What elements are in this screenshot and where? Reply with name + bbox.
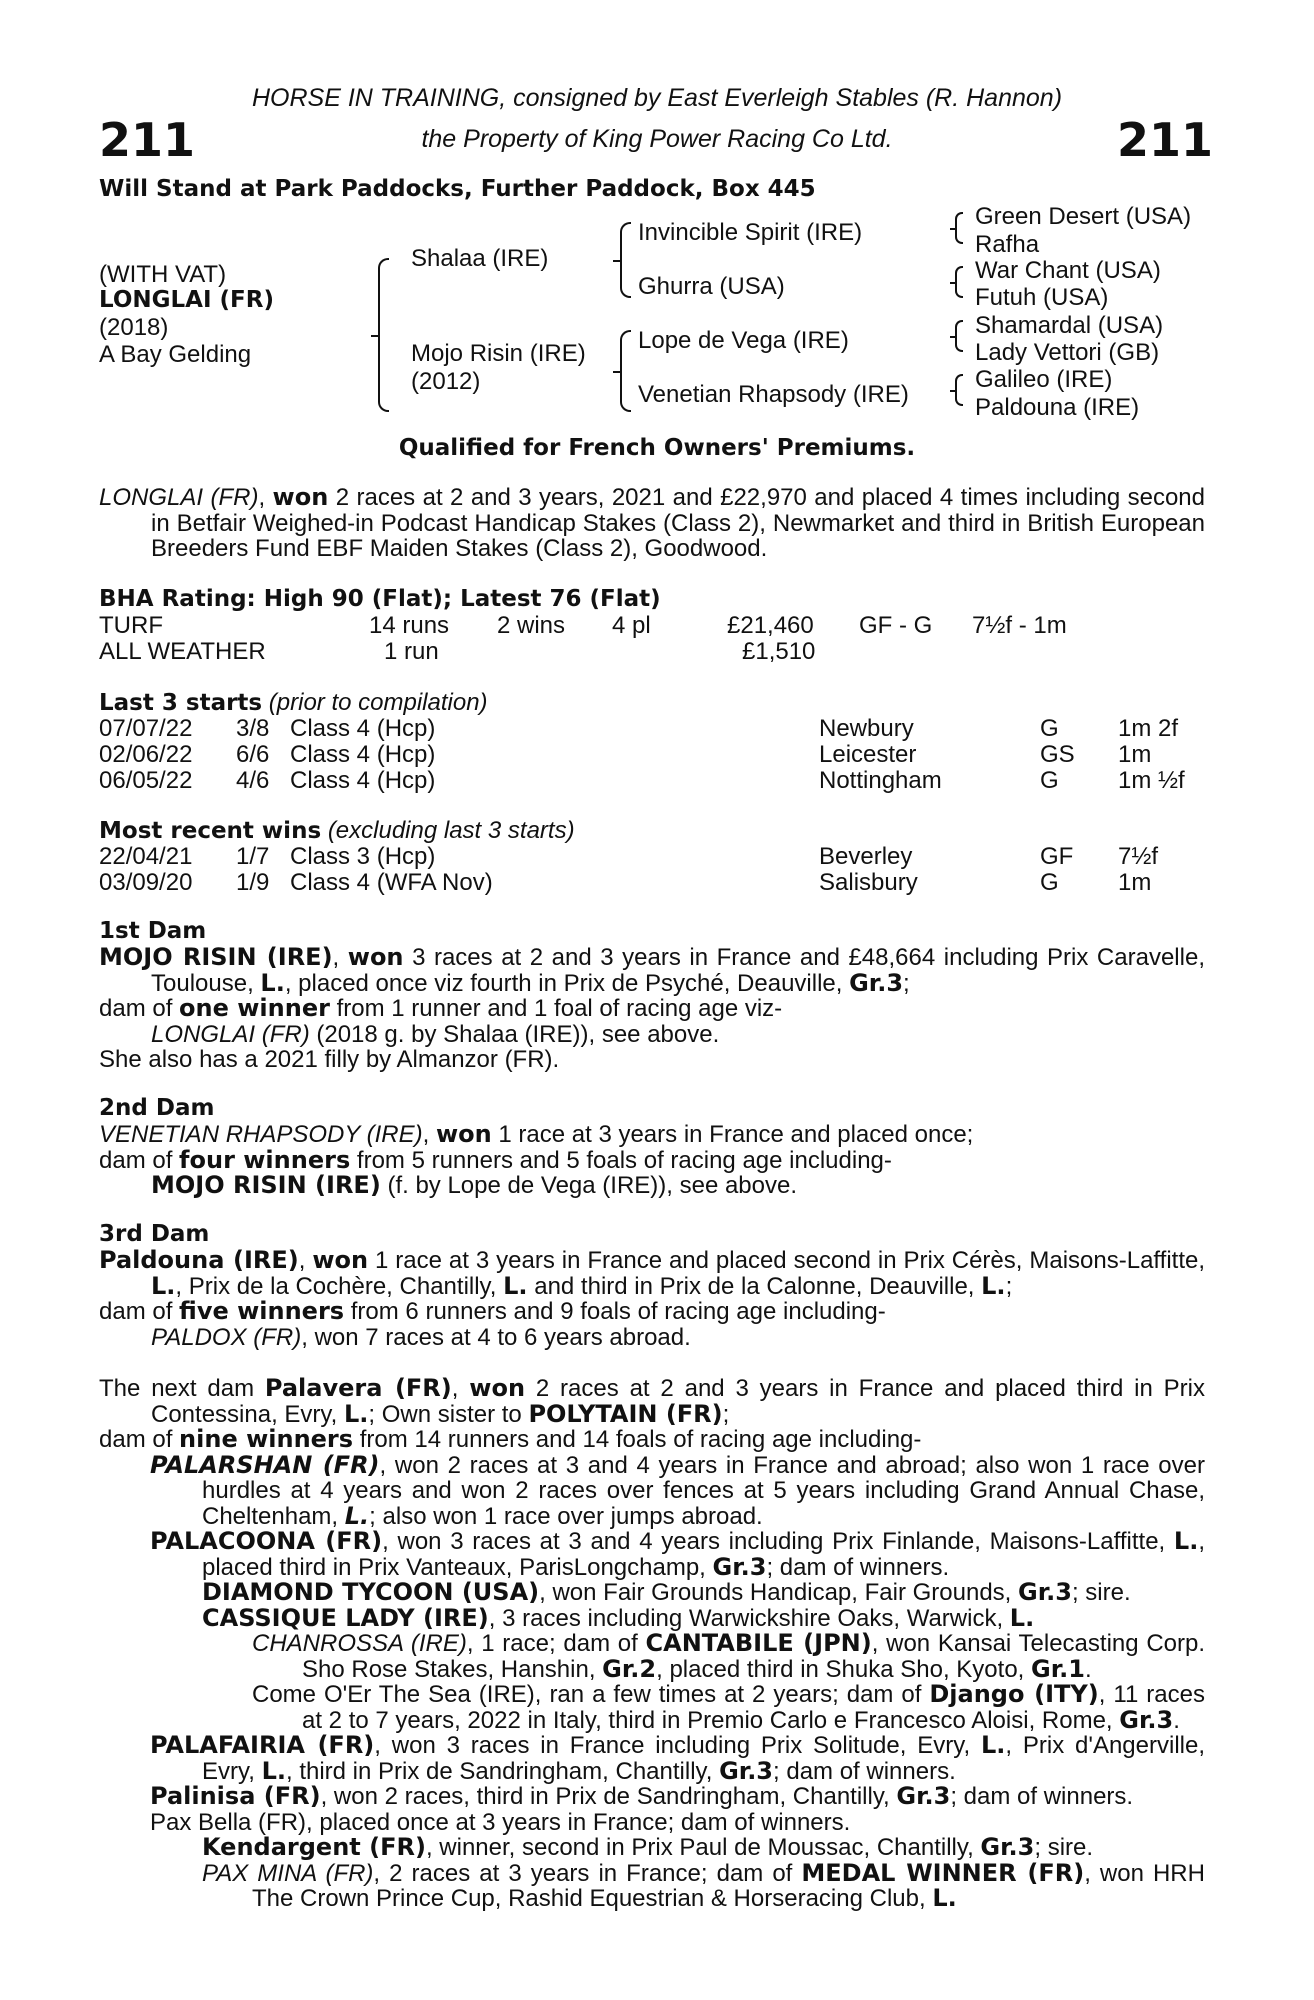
dam-name: Mojo Risin (IRE) (411, 340, 586, 367)
palarshan-text: , won 2 races at 3 and 4 years in France and abroad; also won 1 race over hurdles at 4 years and won 2 races over fences at 5 years including Grand Annual Chase, Cheltenham, (202, 1451, 1205, 1530)
dam2-winners: four winners (179, 1145, 351, 1174)
group-mark: Gr.3 (849, 968, 904, 997)
last3-row-3 (99, 768, 1219, 794)
turf-row (99, 613, 1219, 639)
start-class: Class 4 (Hcp) (290, 741, 436, 768)
recent-row-2 (99, 870, 1219, 896)
start-dist: 1m 2f (1118, 715, 1179, 742)
dam-sire: Lope de Vega (IRE) (638, 327, 849, 354)
listed-mark: L. (503, 1271, 528, 1300)
own-sister-name: POLYTAIN (FR) (528, 1399, 723, 1428)
consignor-line: HORSE IN TRAINING, consigned by East Everleigh Stables (R. Hannon) (251, 84, 1063, 112)
vat-label: (WITH VAT) (99, 261, 227, 288)
cantabile-name: CANTABILE (JPN) (645, 1629, 872, 1657)
brace-g4 (955, 374, 963, 406)
listed-mark: L. (980, 1731, 1006, 1759)
aw-row (99, 639, 1219, 665)
g-galileo: Galileo (IRE) (975, 366, 1113, 393)
kendargent-text: ; sire. (1034, 1834, 1094, 1861)
lot-number-left: 211 (99, 113, 196, 167)
start-pos: 4/6 (236, 767, 270, 794)
dam1-text: , placed once viz fourth in Prix de Psyché, Deauville, (284, 969, 850, 997)
win-pos: 1/7 (236, 843, 270, 870)
listed-mark: L. (932, 1884, 957, 1912)
start-course: Nottingham (819, 767, 942, 794)
listed-mark: L. (151, 1271, 176, 1300)
brace-g3 (955, 320, 963, 352)
horse-name: LONGLAI (FR) (99, 287, 274, 313)
listed-mark: L. (261, 1756, 286, 1785)
kendargent-name: Kendargent (FR) (202, 1833, 426, 1861)
win-date: 03/09/20 (99, 869, 193, 896)
dam2-title: 2nd Dam (99, 1095, 215, 1121)
django-name: Django (ITY) (929, 1680, 1099, 1708)
start-dist: 1m (1118, 741, 1152, 768)
start-class: Class 4 (Hcp) (290, 715, 436, 742)
summary-won: won (272, 483, 329, 511)
pedigree-brace-dam (620, 330, 631, 412)
sire-dam: Ghurra (USA) (638, 273, 785, 300)
sire-name: Shalaa (IRE) (411, 245, 549, 272)
dam3-text: and third in Prix de la Calonne, Deauville, (527, 1272, 982, 1300)
dam-of-label: dam of (99, 1426, 180, 1453)
aw-label: ALL WEATHER (99, 638, 266, 665)
listed-mark: L. (981, 1271, 1006, 1300)
g-lady-vettori: Lady Vettori (GB) (975, 339, 1160, 366)
brace-g2 (955, 266, 963, 298)
dam2-section: VENETIAN RHAPSODY (IRE), won 1 race at 3 years in France and placed once; dam of four winners from 5 runners and 5 foals of racing age including- MOJO RISIN (IRE) (f. by Lope de Vega (IRE)), see above. (99, 1120, 974, 1199)
win-course: Beverley (819, 843, 913, 870)
group-mark: Gr.3 (719, 1756, 774, 1785)
medal-winner-text: , won HRH The Crown Prince Cup, Rashid Equestrian & Horseracing Club, (252, 1859, 1205, 1912)
stand-location: Will Stand at Park Paddocks, Further Paddock, Box 445 (99, 176, 816, 202)
recent-row-1 (99, 844, 1219, 870)
palafairia-text: , won 3 races in France including Prix Solitude, Evry, (374, 1732, 981, 1759)
dam1-won: won (347, 943, 404, 971)
group-mark: Gr.1 (1031, 1654, 1085, 1683)
palarshan-name: PALARSHAN (FR) (150, 1450, 380, 1479)
next-dam-text: ; (722, 1400, 730, 1428)
dam-of-label: dam of (99, 1146, 180, 1174)
recent-title: Most recent wins (99, 818, 322, 844)
pax-mina-name: PAX MINA (FR) (202, 1859, 374, 1887)
palarshan-text: ; also won 1 race over jumps abroad. (369, 1502, 763, 1530)
palafairia-text: ; dam of winners. (773, 1757, 956, 1785)
pax-bella-text: Pax Bella (FR), placed once at 3 years in France; dam of winners. (150, 1808, 851, 1836)
last3-row-2 (99, 742, 1219, 768)
medal-winner-name: MEDAL WINNER (FR) (801, 1858, 1085, 1887)
last3-note: (prior to compilation) (268, 689, 488, 716)
dam3-winners: five winners (179, 1297, 345, 1325)
brace-g1 (955, 212, 963, 244)
start-going: GS (1040, 741, 1075, 768)
group-mark: Gr.3 (980, 1833, 1035, 1861)
start-date: 07/07/22 (99, 715, 193, 742)
last3-row-1 (99, 716, 1219, 742)
listed-mark: L. (344, 1501, 370, 1530)
dam3-text: , Prix de la Cochère, Chantilly, (175, 1272, 504, 1300)
dam3-text: ; (1005, 1272, 1013, 1300)
aw-runs: 1 run (384, 638, 439, 665)
property-line: the Property of King Power Racing Co Ltd. (421, 125, 893, 153)
pedigree-brace-main (378, 258, 389, 412)
recent-heading (99, 818, 575, 845)
dam1-offspring-text: (2018 g. by Shalaa (IRE)), see above. (309, 1020, 720, 1048)
dam3-offspring: PALDOX (FR) (151, 1323, 302, 1351)
dam1-text: 3 races at 2 and 3 years in France and £48,664 including Prix Caravelle, Toulouse, (151, 944, 1205, 997)
palacoona-name: PALACOONA (FR) (150, 1527, 383, 1555)
dam3-name: Paldouna (IRE) (99, 1246, 299, 1274)
dam3-text: 1 race at 3 years in France and placed second in Prix Cérès, Maisons-Laffitte, (368, 1247, 1205, 1274)
dam2-text: from 5 runners and 5 foals of racing age including- (350, 1146, 892, 1174)
dam1-also: She also has a 2021 filly by Almanzor (FR). (99, 1046, 560, 1073)
cassique-lady-text: , 3 races including Warwickshire Oaks, Warwick, (488, 1604, 1010, 1632)
dam2-won: won (435, 1120, 492, 1148)
start-going: G (1040, 715, 1059, 742)
dam1-offspring: LONGLAI (FR) (151, 1020, 310, 1048)
diamond-tycoon-text: ; sire. (1071, 1579, 1131, 1606)
g-paldouna: Paldouna (IRE) (975, 394, 1140, 421)
group-mark: Gr.3 (1018, 1578, 1072, 1606)
start-going: G (1040, 767, 1059, 794)
pedigree-brace-sire (620, 222, 631, 298)
group-mark: Gr.3 (896, 1782, 951, 1810)
turf-money: £21,460 (727, 612, 814, 639)
dam1-title: 1st Dam (99, 918, 207, 944)
next-dam-won: won (469, 1374, 526, 1402)
win-dist: 7½f (1118, 843, 1159, 870)
dam-dam: Venetian Rhapsody (IRE) (638, 381, 909, 408)
next-dam-text: from 14 runners and 14 foals of racing age including- (353, 1426, 922, 1453)
race-summary: LONGLAI (FR), won 2 races at 2 and 3 years, 2021 and £22,970 and placed 4 times including second in Betfair Weighed-in Podcast Handicap Stakes (Class 2), Newmarket and third in British European Breeders Fund EBF Maiden Stakes (Class 2), Goodwood. (99, 483, 1205, 562)
dam3-text: from 6 runners and 9 foals of racing age including- (344, 1298, 886, 1325)
horse-description: A Bay Gelding (99, 341, 252, 368)
diamond-tycoon-name: DIAMOND TYCOON (USA) (202, 1578, 540, 1606)
start-pos: 6/6 (236, 741, 270, 768)
turf-placed: 4 pl (612, 612, 651, 639)
lot-number-right: 211 (1117, 113, 1214, 167)
palacoona-text: , won 3 races at 3 and 4 years including Prix Finlande, Maisons-Laffitte, (382, 1528, 1174, 1555)
next-dam-intro: The next dam (99, 1375, 265, 1402)
pax-mina-text: , 2 races at 3 years in France; dam of (373, 1859, 802, 1887)
turf-distance: 7½f - 1m (972, 612, 1067, 639)
turf-wins: 2 wins (497, 612, 566, 639)
bha-rating: BHA Rating: High 90 (Flat); Latest 76 (Flat) (99, 586, 661, 612)
dam1-section: MOJO RISIN (IRE), won 3 races at 2 and 3 years in France and £48,664 including Prix Caravelle, Toulouse, L., placed once viz fourth in Prix de Psyché, Deauville, Gr.3; dam of one winner from 1 runner and 1 foal of racing age viz- LONGLAI (FR) (2018 g. by Shalaa (IRE)), see above. She also has a 2021 filly by Almanzor (FR). (99, 943, 1205, 1073)
summary-horse-name: LONGLAI (FR) (99, 484, 259, 511)
cantabile-text: , placed third in Shuka Sho, Kyoto, (656, 1655, 1032, 1683)
dam2-offspring: MOJO RISIN (IRE) (151, 1171, 381, 1199)
next-dam-name: Palavera (FR) (264, 1374, 452, 1402)
cantabile-text: , won Kansai Telecasting Corp. Sho Rose Stakes, Hanshin, (302, 1630, 1206, 1683)
palafairia-name: PALAFAIRIA (FR) (150, 1731, 375, 1759)
dam2-text: 1 race at 3 years in France and placed once; (491, 1121, 974, 1148)
start-course: Leicester (819, 741, 917, 768)
dam3-section: Paldouna (IRE), won 1 race at 3 years in France and placed second in Prix Cérès, Maisons-Laffitte, L., Prix de la Cochère, Chantilly, L. and third in Prix de la Calonne, Deauville, L.; dam of five winners from 6 runners and 9 foals of racing age including- PALDOX (FR), won 7 races at 4 to 6 years abroad. (99, 1246, 1205, 1351)
dam1-text: from 1 runner and 1 foal of racing age viz- (329, 995, 783, 1022)
cassique-lady-name: CASSIQUE LADY (IRE) (202, 1603, 489, 1632)
next-dam-winners: nine winners (179, 1425, 354, 1453)
start-course: Newbury (819, 715, 914, 742)
chanrossa-name: CHANROSSA (IRE) (252, 1630, 467, 1657)
dam1-text: ; (903, 969, 910, 997)
diamond-tycoon-text: , won Fair Grounds Handicap, Fair Grounds, (539, 1579, 1018, 1606)
turf-runs: 14 runs (369, 612, 450, 639)
palafairia-text: , third in Prix de Sandringham, Chantilly, (285, 1757, 720, 1785)
sire-sire: Invincible Spirit (IRE) (638, 219, 863, 246)
next-dam-text: ; Own sister to (368, 1400, 529, 1428)
dam-of-label: dam of (99, 1298, 180, 1325)
come-oer-the-sea-text: Come O'Er The Sea (IRE), ran a few times at 2 years; dam of (252, 1681, 930, 1708)
win-going: G (1040, 869, 1059, 896)
dam1-name: MOJO RISIN (IRE) (99, 943, 333, 971)
kendargent-text: , winner, second in Prix Paul de Moussac, Chantilly, (425, 1834, 981, 1861)
start-dist: 1m ½f (1118, 767, 1185, 794)
django-text: , 11 races at 2 to 7 years, 2022 in Italy, third in Premio Carlo e Francesco Aloisi, Rome, (302, 1681, 1205, 1734)
group-mark: Gr.3 (712, 1552, 767, 1581)
next-dam-section: The next dam Palavera (FR), won 2 races at 2 and 3 years in France and placed third in Prix Contessina, Evry, L.; Own sister to POLYTAIN (FR); dam of nine winners from 14 runners and 14 foals of racing age including- PALARSHAN (FR), won 2 races at 3 and 4 years in France and abroad; also won 1 race over hurdles at 4 years and won 2 races over fences at 5 years including Grand Annual Chase, Cheltenham, L.; also won 1 race over jumps abroad. PALACOONA (FR), won 3 races at 3 and 4 years including Prix Finlande, Maisons-Laffitte, L., placed third in Prix Vanteaux, ParisLongchamp, Gr.3; dam of winners. DIAMOND TYCOON (USA), won Fair Grounds Handicap, Fair Grounds, Gr.3; sire. CASSIQUE LADY (IRE), 3 races including Warwickshire Oaks, Warwick, L. CHANROSSA (IRE), 1 race; dam of CANTABILE (JPN), won Kansai Telecasting Corp. Sho Rose Stakes, Hanshin, Gr.2, placed third in Shuka Sho, Kyoto, Gr.1. Come O'Er The Sea (IRE), ran a few times at 2 years; dam of Django (ITY), 11 races at 2 to 7 years, 2022 in Italy, third in Premio Carlo e Francesco Aloisi, Rome, Gr.3. PALAFAIRIA (FR), won 3 races in France including Prix Solitude, Evry, L., Prix d'Angerville, Evry, L., third in Prix de Sandringham, Chantilly, Gr.3; dam of winners. Palinisa (FR), won 2 races, third in Prix de Sandringham, Chantilly, Gr.3; dam of winners. Pax Bella (FR), placed once at 3 years in France; dam of winners. Kendargent (FR), winner, second in Prix Paul de Moussac, Chantilly, Gr.3; sire. PAX MINA (FR), 2 races at 3 years in France; dam of MEDAL WINNER (FR), won HRH The Crown Prince Cup, Rashid Equestrian & Horseracing Club, L. (99, 1374, 1206, 1912)
next-dam-text: 2 races at 2 and 3 years in France and placed third in Prix Contessina, Evry, (151, 1375, 1206, 1428)
turf-label: TURF (99, 612, 163, 639)
dam-of-label: dam of (99, 995, 180, 1022)
g-shamardal: Shamardal (USA) (975, 312, 1164, 339)
django-text: . (1173, 1706, 1180, 1734)
group-mark: Gr.2 (602, 1654, 657, 1683)
dam3-offspring-text: , won 7 races at 4 to 6 years abroad. (301, 1323, 691, 1351)
group-mark: Gr.3 (1119, 1705, 1174, 1734)
last3-title: Last 3 starts (99, 690, 263, 716)
win-course: Salisbury (819, 869, 918, 896)
listed-mark: L. (343, 1399, 369, 1428)
palafairia-text: , Prix d'Angerville, Evry, (202, 1732, 1206, 1785)
start-class: Class 4 (Hcp) (290, 767, 436, 794)
start-date: 06/05/22 (99, 767, 193, 794)
dam3-won: won (312, 1246, 369, 1274)
aw-money: £1,510 (742, 638, 816, 665)
last3-heading (99, 690, 488, 717)
palinisa-text: ; dam of winners. (950, 1783, 1134, 1810)
summary-text: 2 races at 2 and 3 years, 2021 and £22,970 and placed 4 times including second in Betfair Weighed-in Podcast Handicap Stakes (Class 2), Newmarket and third in British European Breeders Fund EBF Maiden Stakes (Class 2), Goodwood. (151, 484, 1205, 562)
g-green-desert: Green Desert (USA) (975, 203, 1192, 230)
palinisa-text: , won 2 races, third in Prix de Sandringham, Chantilly, (320, 1783, 897, 1810)
dam2-offspring-text: (f. by Lope de Vega (IRE)), see above. (380, 1172, 798, 1199)
dam-year: (2012) (411, 368, 481, 395)
g-rafha: Rafha (975, 231, 1040, 258)
win-class: Class 3 (Hcp) (290, 843, 436, 870)
win-date: 22/04/21 (99, 843, 193, 870)
win-pos: 1/9 (236, 869, 270, 896)
win-going: GF (1040, 843, 1074, 870)
palinisa-name: Palinisa (FR) (150, 1782, 321, 1810)
start-pos: 3/8 (236, 715, 270, 742)
turf-going: GF - G (859, 612, 933, 639)
palacoona-text: , placed third in Prix Vanteaux, ParisLongchamp, (202, 1528, 1206, 1581)
dam1-winners: one winner (179, 994, 330, 1022)
horse-year: (2018) (99, 314, 169, 341)
cantabile-text: . (1084, 1655, 1092, 1683)
listed-mark: L. (1009, 1603, 1035, 1632)
g-war-chant: War Chant (USA) (975, 257, 1161, 284)
recent-note: (excluding last 3 starts) (327, 817, 575, 844)
start-date: 02/06/22 (99, 741, 193, 768)
palacoona-text: ; dam of winners. (766, 1553, 950, 1581)
dam2-name: VENETIAN RHAPSODY (IRE) (99, 1121, 423, 1148)
qualified-note: Qualified for French Owners' Premiums. (398, 435, 916, 461)
win-dist: 1m (1118, 869, 1152, 896)
dam3-title: 3rd Dam (99, 1221, 210, 1247)
chanrossa-text: , 1 race; dam of (466, 1630, 646, 1657)
g-futuh: Futuh (USA) (975, 284, 1109, 311)
win-class: Class 4 (WFA Nov) (290, 869, 493, 896)
listed-mark: L. (260, 968, 285, 997)
listed-mark: L. (1173, 1527, 1199, 1555)
